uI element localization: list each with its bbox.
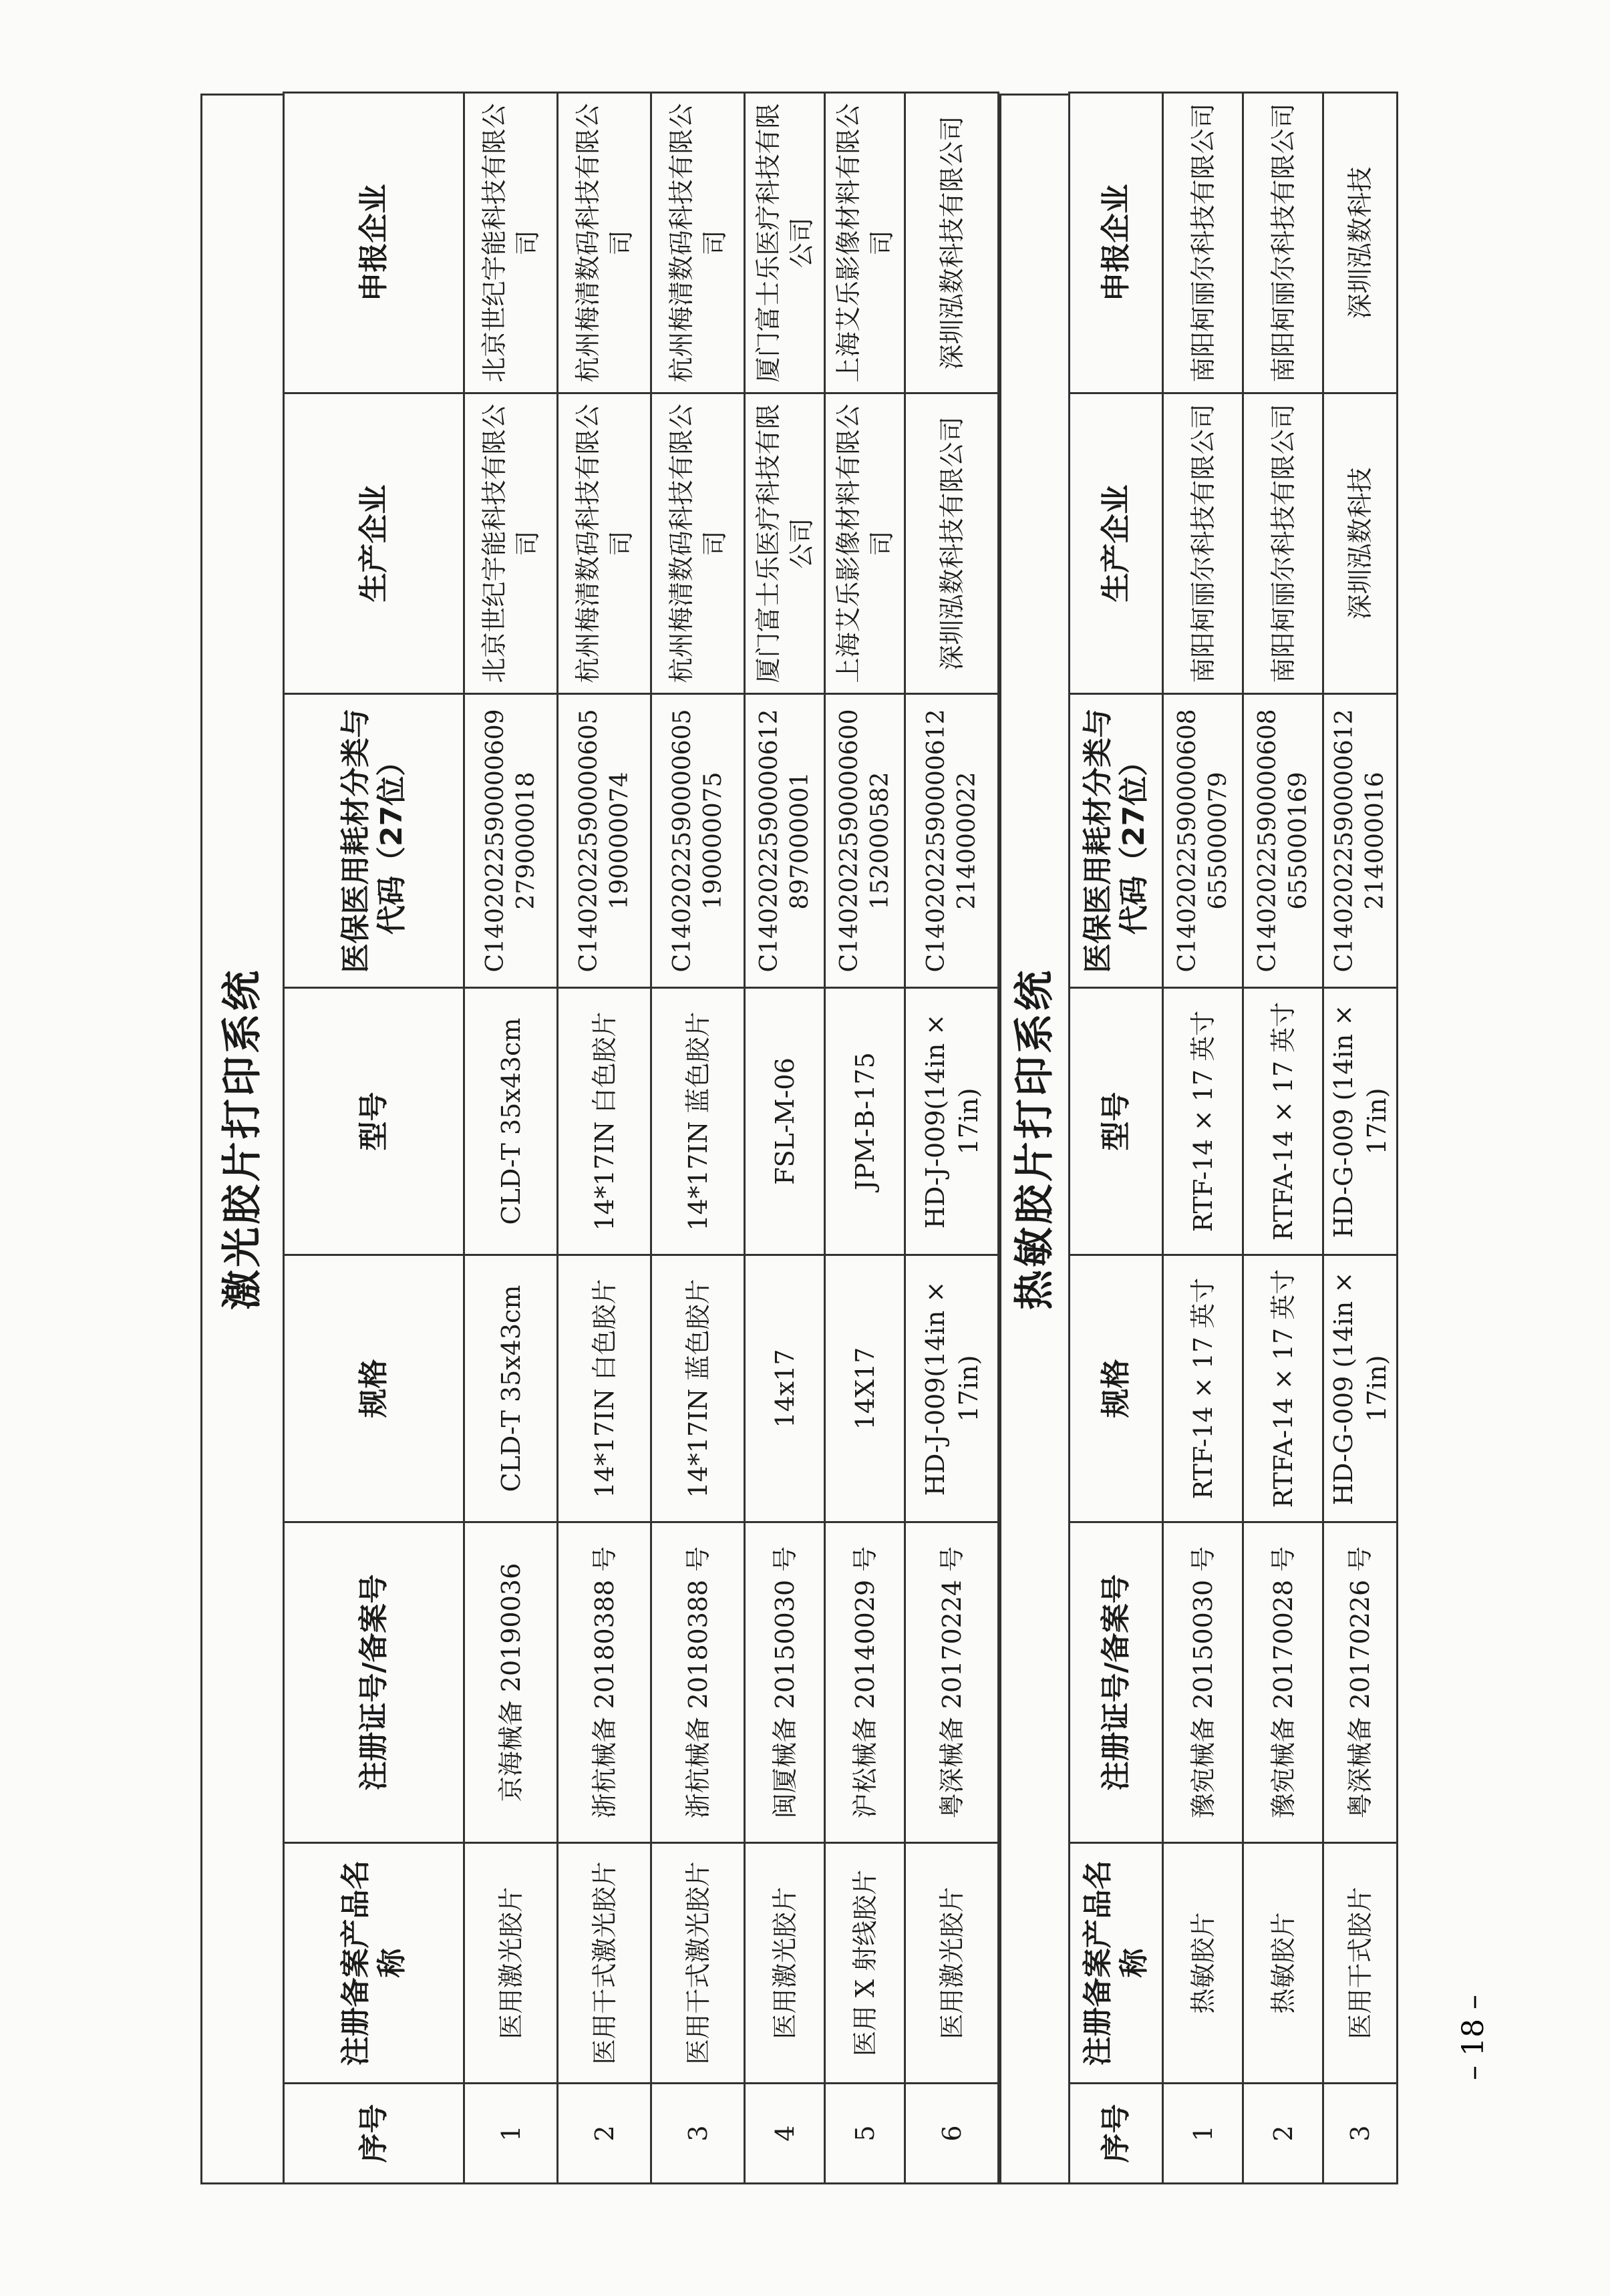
table-row — [651, 93, 745, 2184]
table-cell: 南阳柯丽尔科技有限公司 — [1163, 93, 1243, 393]
table-cell: 3 — [651, 2084, 745, 2184]
header-cell: 申报企业 — [1070, 93, 1163, 393]
table-cell: 1 — [1163, 2084, 1243, 2184]
table-cell: 14*17IN 蓝色胶片 — [651, 988, 745, 1255]
table-cell: 14X17 — [825, 1255, 905, 1522]
header-cell: 注册备案产品名称 — [284, 1843, 464, 2084]
table-row — [1243, 93, 1323, 2184]
page-number: – 18 – — [1456, 1995, 1490, 2080]
table-cell: 3 — [1323, 2084, 1398, 2184]
table-cell: 医用激光胶片 — [745, 1843, 825, 2084]
table-cell: 闽厦械备 20150030 号 — [745, 1522, 825, 1843]
table-row — [745, 93, 825, 2184]
table-cell: 医用干式激光胶片 — [558, 1843, 651, 2084]
table-cell: CLD-T 35x43cm — [464, 988, 558, 1255]
table-cell: 医用激光胶片 — [905, 1843, 999, 2084]
table-row — [558, 93, 651, 2184]
table-cell: 医用干式胶片 — [1323, 1843, 1398, 2084]
header-cell: 型号 — [284, 988, 464, 1255]
table-cell: HD-G-009 (14in × 17in) — [1323, 988, 1398, 1255]
table-cell: 南阳柯丽尔科技有限公司 — [1163, 393, 1243, 694]
table-cell: 沪松械备 20140029 号 — [825, 1522, 905, 1843]
header-cell: 注册备案产品名称 — [1070, 1843, 1163, 2084]
table-cell: C1402022590000608655000079 — [1163, 694, 1243, 988]
table-cell: C1402022590000608655000169 — [1243, 694, 1323, 988]
table-cell: RTFA-14 × 17 英寸 — [1243, 988, 1323, 1255]
table-cell: C1402022590000612214000016 — [1323, 694, 1398, 988]
table-cell: C1402022590000612214000022 — [905, 694, 999, 988]
table-cell: 上海艾乐影像材料有限公司 — [825, 393, 905, 694]
table-cell: 粤深械备 20170226 号 — [1323, 1522, 1398, 1843]
table-cell: 热敏胶片 — [1163, 1843, 1243, 2084]
table-cell: 深圳泓数科技有限公司 — [905, 93, 999, 393]
table-cell: 豫宛械备 20150030 号 — [1163, 1522, 1243, 1843]
table-cell: 北京世纪宇能科技有限公司 — [464, 93, 558, 393]
table-cell: C1402022590000612897000001 — [745, 694, 825, 988]
table-cell: 医用干式激光胶片 — [651, 1843, 745, 2084]
table-cell: HD-J-009(14in × 17in) — [905, 988, 999, 1255]
table-row — [1163, 93, 1243, 2184]
header-cell: 生产企业 — [1070, 393, 1163, 694]
table-cell: 14x17 — [745, 1255, 825, 1522]
header-cell: 申报企业 — [284, 93, 464, 393]
table-cell: HD-J-009(14in × 17in) — [905, 1255, 999, 1522]
table-row — [905, 93, 999, 2184]
table-cell: 厦门富士乐医疗科技有限公司 — [745, 93, 825, 393]
table-cell: C1402022590000605190000074 — [558, 694, 651, 988]
header-cell: 序号 — [1070, 2084, 1163, 2184]
header-cell: 规格 — [1070, 1255, 1163, 1522]
header-cell: 注册证号/备案号 — [284, 1522, 464, 1843]
table-cell: 南阳柯丽尔科技有限公司 — [1243, 93, 1323, 393]
table-cell: 14*17IN 白色胶片 — [558, 1255, 651, 1522]
table-cell: JPM-B-175 — [825, 988, 905, 1255]
table-cell: 北京世纪宇能科技有限公司 — [464, 393, 558, 694]
table-header-row — [284, 93, 464, 2184]
table-cell: 14*17IN 白色胶片 — [558, 988, 651, 1255]
table-cell: 14*17IN 蓝色胶片 — [651, 1255, 745, 1522]
section-title-thermal: 热敏胶片打印系统 — [999, 94, 1068, 2184]
table-cell: FSL-M-06 — [745, 988, 825, 1255]
table-cell: RTF-14 × 17 英寸 — [1163, 1255, 1243, 1522]
table-cell: C1402022590000605190000075 — [651, 694, 745, 988]
table-cell: 2 — [558, 2084, 651, 2184]
header-cell: 医保医用耗材分类与代码（27位） — [1070, 694, 1163, 988]
table-cell: 浙杭械备 20180388 号 — [558, 1522, 651, 1843]
thermal-film-table — [1068, 92, 1398, 2184]
table-cell: 4 — [745, 2084, 825, 2184]
table-cell: 杭州梅清数码科技有限公司 — [558, 93, 651, 393]
table-header-row — [1070, 93, 1163, 2184]
table-cell: 南阳柯丽尔科技有限公司 — [1243, 393, 1323, 694]
table-cell: CLD-T 35x43cm — [464, 1255, 558, 1522]
table-cell: 1 — [464, 2084, 558, 2184]
section-title-laser: 激光胶片打印系统 — [200, 94, 283, 2184]
table-cell: 杭州梅清数码科技有限公司 — [651, 393, 745, 694]
header-cell: 序号 — [284, 2084, 464, 2184]
header-cell: 型号 — [1070, 988, 1163, 1255]
table-cell: 热敏胶片 — [1243, 1843, 1323, 2084]
table-cell: 6 — [905, 2084, 999, 2184]
table-cell: 豫宛械备 20170028 号 — [1243, 1522, 1323, 1843]
header-cell: 医保医用耗材分类与代码（27位） — [284, 694, 464, 988]
table-cell: 5 — [825, 2084, 905, 2184]
table-cell: 杭州梅清数码科技有限公司 — [651, 93, 745, 393]
table-cell: RTFA-14 × 17 英寸 — [1243, 1255, 1323, 1522]
table-cell: 深圳泓数科技有限公司 — [905, 393, 999, 694]
table-cell: 杭州梅清数码科技有限公司 — [558, 393, 651, 694]
table-cell: RTF-14 × 17 英寸 — [1163, 988, 1243, 1255]
table-cell: 深圳泓数科技 — [1323, 393, 1398, 694]
header-cell: 规格 — [284, 1255, 464, 1522]
table-cell: 京海械备 20190036 — [464, 1522, 558, 1843]
table-row — [464, 93, 558, 2184]
rotated-content — [200, 94, 1416, 2184]
table-cell: 深圳泓数科技 — [1323, 93, 1398, 393]
table-cell: C1402022590000600152000582 — [825, 694, 905, 988]
table-cell: 医用 X 射线胶片 — [825, 1843, 905, 2084]
header-cell: 注册证号/备案号 — [1070, 1522, 1163, 1843]
header-cell: 生产企业 — [284, 393, 464, 694]
table-cell: 上海艾乐影像材料有限公司 — [825, 93, 905, 393]
table-cell: HD-G-009 (14in × 17in) — [1323, 1255, 1398, 1522]
table-cell: 浙杭械备 20180388 号 — [651, 1522, 745, 1843]
table-cell: 厦门富士乐医疗科技有限公司 — [745, 393, 825, 694]
table-cell: C1402022590000609279000018 — [464, 694, 558, 988]
laser-film-table — [283, 92, 999, 2184]
table-cell: 粤深械备 20170224 号 — [905, 1522, 999, 1843]
table-row — [825, 93, 905, 2184]
table-row — [1323, 93, 1398, 2184]
table-cell: 2 — [1243, 2084, 1323, 2184]
table-cell: 医用激光胶片 — [464, 1843, 558, 2084]
